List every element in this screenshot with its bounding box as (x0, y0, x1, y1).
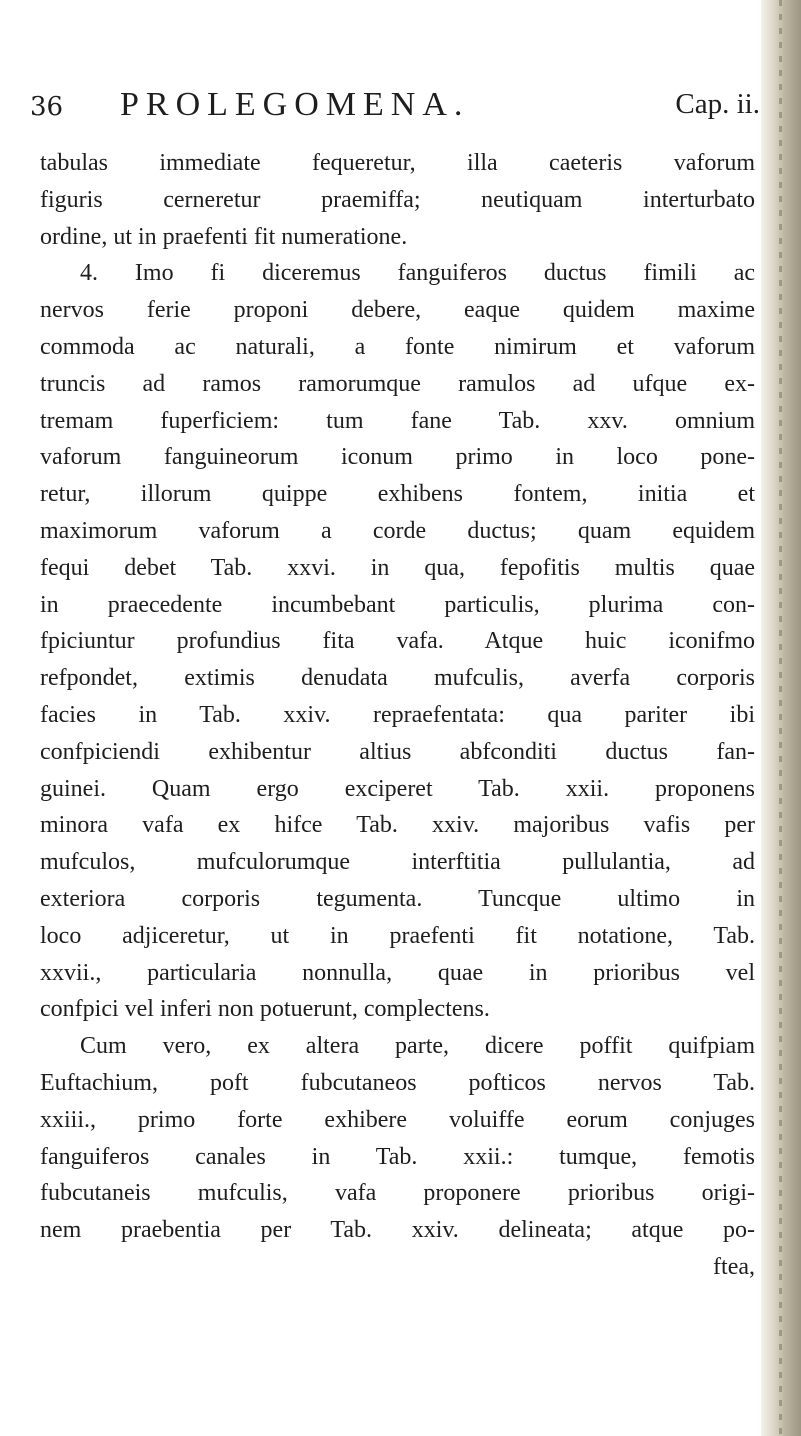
text-line: 4. Imo fi diceremus fanguiferos ductus fimili ac (80, 260, 755, 287)
text-line: figuris cerneretur praemiffa; neutiquam interturbato (40, 186, 755, 213)
text-line: tabulas immediate fequeretur, illa caeteris vaforum (40, 150, 755, 176)
text-line: fubcutaneis mufculis, vafa proponere prioribus origi- (40, 1180, 755, 1207)
chapter-reference: Cap. ii. (675, 88, 760, 120)
running-head (30, 86, 760, 142)
page-number: 36 (30, 92, 64, 122)
text-line: truncis ad ramos ramorumque ramulos ad ufque ex- (40, 370, 755, 397)
text-line: guinei. Quam ergo exciperet Tab. xxii. proponens (40, 775, 755, 802)
text-line: Euftachium, poft fubcutaneos pofticos nervos Tab. (40, 1069, 755, 1096)
text-line: confpici vel inferi non potuerunt, complectens. (40, 996, 490, 1023)
text-line: xxiii., primo forte exhibere voluiffe eorum conjuges (40, 1106, 755, 1133)
text-line: facies in Tab. xxiv. repraefentata: qua pariter ibi (40, 701, 755, 728)
text-line: fanguiferos canales in Tab. xxii.: tumque, femotis (40, 1143, 755, 1170)
text-line: refpondet, extimis denudata mufculis, averfa corporis (40, 665, 755, 692)
text-line: retur, illorum quippe exhibens fontem, initia et (40, 481, 755, 508)
text-line: fequi debet Tab. xxvi. in qua, fepofitis multis quae (40, 554, 755, 581)
text-line: maximorum vaforum a corde ductus; quam equidem (40, 517, 755, 544)
text-line: confpiciendi exhibentur altius abfconditi ductus fan- (40, 738, 755, 765)
text-line: mufculos, mufculorumque interftitia pullulantia, ad (40, 849, 755, 876)
text-line: commoda ac naturali, a fonte nimirum et vaforum (40, 333, 755, 360)
text-line: xxvii., particularia nonnulla, quae in prioribus vel (40, 959, 755, 986)
text-line: loco adjiceretur, ut in praefenti fit notatione, Tab. (40, 922, 755, 949)
text-line: in praecedente incumbebant particulis, plurima con- (40, 591, 755, 618)
text-line: minora vafa ex hifce Tab. xxiv. majoribus vafis per (40, 812, 755, 839)
text-line: nem praebentia per Tab. xxiv. delineata; atque po- (40, 1217, 755, 1244)
body-text (40, 145, 755, 1286)
text-line: tremam fuperficiem: tum fane Tab. xxv. omnium (40, 407, 755, 434)
text-line: ordine, ut in praefenti fit numeratione. (40, 223, 408, 250)
text-line: exteriora corporis tegumenta. Tuncque ultimo in (40, 885, 755, 912)
text-line: fpiciuntur profundius fita vafa. Atque huic iconifmo (40, 628, 755, 655)
text-line: Cum vero, ex altera parte, dicere poffit quifpiam (80, 1033, 755, 1060)
header-title: PROLEGOMENA. (120, 86, 470, 123)
page-edge-shadow (761, 0, 801, 1436)
text-line: vaforum fanguineorum iconum primo in loco pone- (40, 444, 755, 471)
text-line: nervos ferie proponi debere, eaque quidem maxime (40, 297, 755, 324)
catchword: ftea, (713, 1253, 755, 1280)
